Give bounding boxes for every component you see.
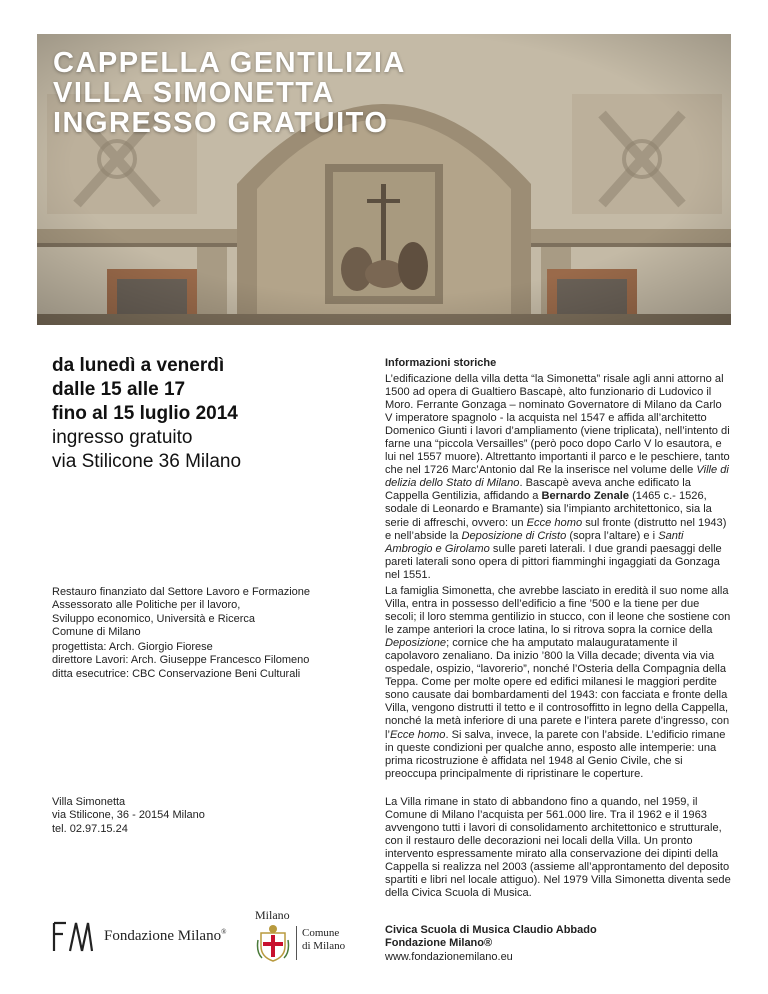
address-phone: tel. 02.97.15.24 bbox=[52, 822, 128, 835]
fondazione-milano-logo bbox=[52, 920, 252, 954]
project-line: ditta esecutrice: CBC Conservazione Beni Culturali bbox=[52, 667, 301, 680]
schedule-block bbox=[52, 354, 352, 474]
hero-image bbox=[37, 34, 731, 325]
footer-school: Civica Scuola di Musica Claudio Abbado bbox=[385, 924, 597, 936]
funding-line: Sviluppo economico, Università e Ricerca bbox=[52, 612, 255, 625]
history-section-2 bbox=[385, 585, 732, 781]
text-run: . Bascapè aveva anche edificato la Cappella Gentilizia, affidando a bbox=[385, 477, 691, 503]
comune-line-2: di Milano bbox=[302, 940, 346, 952]
history-heading: Informazioni storiche bbox=[385, 357, 497, 369]
funding-credits bbox=[52, 586, 352, 640]
address-name: Villa Simonetta bbox=[52, 796, 126, 808]
text-run-italic: Ville di delizia dello Stato di Milano bbox=[385, 464, 729, 490]
hero-title-line-2: VILLA SIMONETTA bbox=[53, 77, 335, 109]
funding-line: Comune di Milano bbox=[52, 626, 141, 639]
text-run: . Si salva, invece, la parete con l’abside. L’edificio rimane in queste condizioni per qualche anno, esposto alle intemperie: una prima ricostruzione è affidata nel 1948 al Genio Civile, che si preoccupa principalmente di ripristinare le coperture. bbox=[385, 728, 726, 780]
text-run: (sopra l’altare) e i bbox=[566, 529, 659, 542]
text-run-bold: Bernardo Zenale bbox=[541, 490, 629, 503]
address-street: via Stilicone, 36 - 20154 Milano bbox=[52, 809, 205, 822]
project-credits bbox=[52, 641, 352, 681]
project-line: progettista: Arch. Giorgio Fiorese bbox=[52, 641, 213, 653]
comune-city-label: Milano bbox=[255, 908, 290, 922]
comune-di-milano-logo bbox=[248, 908, 358, 964]
hero-title bbox=[53, 48, 406, 138]
text-run: ; cornice che ha amputato malauguratamente il capolavoro zenaliano. Da inizio ’800 la Villa decade; diventa via via ospedale, ospizio, “lavorerio”, nonché l’Osteria della Compagnia della Teppa. Come per molte opere ed edifici milanesi le maggiori perdite sono causate dai bombardamenti del 1943: con facciata e fronte della Villa, vengono distrutti il tetto e il controsoffitto in legno della Cappella, nonché la metà inferiore di una parete e l’intera parete d’ingresso, con l’ bbox=[385, 637, 730, 741]
project-line: direttore Lavori: Arch. Giuseppe Francesco Filomeno bbox=[52, 654, 310, 667]
logo-divider bbox=[296, 926, 297, 960]
hero-title-line-1: CAPPELLA GENTILIZIA bbox=[53, 47, 406, 79]
text-run-italic: Ecce homo bbox=[389, 728, 446, 741]
fondazione-milano-wordmark bbox=[104, 928, 226, 945]
history-paragraph-3: La Villa rimane in stato di abbandono fino a quando, nel 1959, il Comune di Milano l’acquista per 561.000 lire. Tra il 1962 e il 1963 avvengono tutti i lavori di consolidamento architettonico e strutturale, con il restauro delle decorazioni nei locali della Villa. Un pronto intervento espressamente mirato alla conservazione dei dipinti della Cappella si realizza nel 2003 (assieme all’approntamento del deposito spartiti e libri nel locale attiguo). Nel 1979 Villa Simonetta diventa sede della Civica Scuola di Musica. bbox=[385, 796, 731, 900]
registered-mark: ® bbox=[221, 928, 227, 936]
address-block bbox=[52, 796, 352, 836]
funding-line: Restauro finanziato dal Settore Lavoro e Formazione bbox=[52, 586, 311, 598]
history-paragraph-2 bbox=[385, 585, 732, 781]
text-run-italic: Ecce homo bbox=[526, 516, 583, 529]
text-run: sul fronte (distrutto nel 1943) e nell’abside la bbox=[385, 516, 727, 542]
fondazione-milano-mark-icon bbox=[52, 920, 94, 954]
schedule-entry: ingresso gratuito bbox=[52, 427, 193, 448]
history-section-3 bbox=[385, 796, 732, 900]
schedule-days: da lunedì a venerdì bbox=[52, 355, 225, 376]
footer-info bbox=[385, 924, 732, 964]
fondazione-name: Fondazione Milano bbox=[104, 928, 222, 944]
hero-title-line-3: INGRESSO GRATUITO bbox=[53, 107, 389, 139]
footer-foundation: Fondazione Milano® bbox=[385, 937, 493, 950]
comune-wordmark bbox=[302, 927, 345, 953]
history-paragraph-1 bbox=[385, 373, 732, 582]
text-run-italic: Santi Ambrogio e Girolamo bbox=[385, 529, 684, 555]
text-run: sulle pareti laterali. I due grandi paesaggi delle pareti laterali sono opera di pittori fiamminghi ingaggiati da Gonzaga nel 1551. bbox=[385, 542, 722, 581]
schedule-until: fino al 15 luglio 2014 bbox=[52, 403, 238, 424]
text-run: La famiglia Simonetta, che avrebbe lasciato in eredità il suo nome alla Villa, entra in possesso dell’edificio a fine ’500 e la tiene per due secoli; il loro stemma gentilizio in stucco, con il leone che sostiene con le zampe anteriori la croce latina, lo si ritrova sopra la cornice della bbox=[385, 585, 731, 637]
history-section bbox=[385, 356, 732, 582]
text-run-italic: Deposizione di Cristo bbox=[461, 529, 567, 542]
funding-line: Assessorato alle Politiche per il lavoro, bbox=[52, 599, 241, 612]
comune-line-1: Comune bbox=[302, 927, 340, 939]
schedule-hours: dalle 15 alle 17 bbox=[52, 379, 186, 400]
milano-crest-icon bbox=[256, 924, 290, 962]
text-run-italic: Deposizione bbox=[385, 637, 447, 650]
footer-website[interactable]: www.fondazionemilano.eu bbox=[385, 950, 513, 963]
text-run: (1465 c.- 1526, sodale di Leonardo e Bramante) sia l’impianto architettonico, sia la serie di affreschi, ovvero: un bbox=[385, 490, 712, 529]
text-run: L’edificazione della villa detta “la Simonetta” risale agli anni attorno al 1500 ad opera di Gualtiero Bascapè, alto funzionario di Ludovico il Moro. Ferrante Gonzaga – nominato Governatore di Milano da Carlo V imperatore spagnolo - la acquista nel 1547 e affida all’architetto Domenico Giunti i lavori d’ampliamento (viene triplicata), nell’intento di farne una “piccola Versailles” (però poco dopo Carlo V lo esautora, e lui nel 1557 muore). Altrettanto importanti il parco e le peschiere, tanto che nel 1726 Marc’Antonio dal Re la inserisce nel volume delle bbox=[385, 373, 730, 477]
schedule-address: via Stilicone 36 Milano bbox=[52, 451, 242, 472]
